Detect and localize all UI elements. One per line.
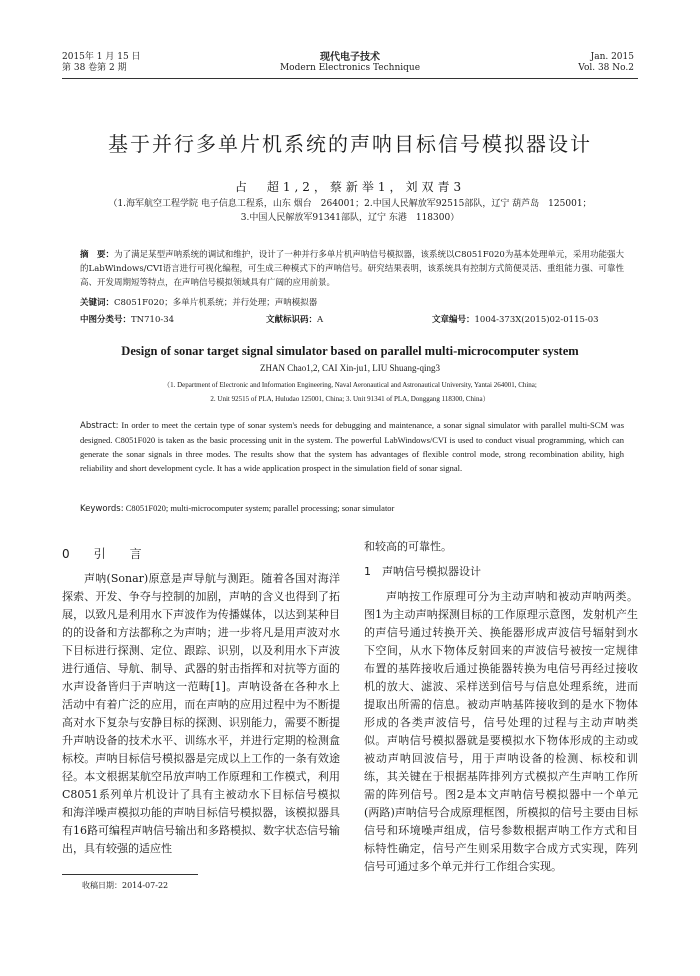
affiliation-en-line-1: （1. Department of Electronic and Information Engineering, Naval Aeronautical and Astronautical University, Yantai 264001, China;	[163, 381, 537, 389]
doc-code-value: A	[317, 315, 324, 325]
paper-title-en: Design of sonar target signal simulator based on parallel multi-microcomputer system	[121, 344, 579, 358]
abstract-cn-label: 摘 要：	[80, 250, 115, 260]
header-date-en: Jan. 2015	[590, 52, 634, 62]
keywords-en-text: C8051F020; multi-microcomputer system; parallel processing; sonar simulator	[125, 503, 395, 513]
journal-name-en: Modern Electronics Technique	[279, 63, 421, 73]
section-1-paragraph: 声呐按工作原理可分为主动声呐和被动声呐两类。图1为主动声呐探测目标的工作原理示意图，发射机产生的声信号通过转换开关、换能器形成声波信号辐射到水下空间，从水下物体反射回来的声波信号被按一定规律布置的基阵接收后通过换能器转换为电信号再经过接收机的放大、滤波、采样送到信号与信息处理系统，进而提取出所需的信息。被动声呐基阵接收到的是水下物体形成的各类声波信号，信号处理的过程与主动声呐类似。声呐信号模拟器就是要模拟水下物体形成的主动或被动声呐回波信号，用于声呐设备的检测、标校和训练，其关键在于根据基阵排列方式模拟产生声呐工作所需的阵列信号。图2是本文声呐信号模拟器中一个单元(两路)声呐信号合成原理框图，所模拟的信号主要由目标信号和环境噪声组成，信号参数根据声呐工作方式和目标特性确定，信号产生则采用数字合成方式实现，阵列信号可通过多个单元并行工作组合实现。	[364, 590, 638, 873]
section-0-paragraph: 声呐(Sonar)原意是声导航与测距。随着各国对海洋探索、开发、争夺与控制的加剧，声呐的含义也得到了拓展，以致凡是利用水下声波作为传播媒体，以达到某种目的的设备和方法都称之为声呐；进一步将凡是用声波对水下目标进行探测、定位、跟踪、识别，以及利用水下声波进行通信、导航、制导、武器的射击指挥和对抗等方面的水声设备皆归于声呐这一范畴[1]。声呐设备在各种水上活动中有着广泛的应用，而在声呐的应用过程中为不断提高对水下复杂与安静目标的探测、识别能力，需要不断提升声呐设备的技术水平、训练水平，并进行定期的检测盒标校。声呐目标信号模拟器是完成以上工作的一条有效途径。本文根据某航空吊放声呐工作原理和工作模式，利用C8051系列单片机设计了具有主被动水下目标信号模拟和海洋噪声模拟功能的声呐目标信号模拟器，该模拟器具有16路可编程声呐信号输出和多路模拟、数字状态信号输出，具有较强的适应性	[62, 572, 340, 855]
article-number	[432, 313, 599, 325]
abstract-cn-text: 为了满足某型声呐系统的调试和维护，设计了一种并行多单片机声呐信号模拟器，该系统以C8051F020为基本处理单元，采用功能强大的LabWindows/CVI语言进行可视化编程，可生成三种模式下的声呐信号。研究结果表明，该系统具有控制方式简便灵活、重组能力强、可靠性高、开发周期短等特点，在声呐信号模拟领域具有广阔的应用前景。	[80, 250, 624, 288]
right-column-continuation: 和较高的可靠性。	[364, 540, 452, 553]
clc-label: 中图分类号：	[80, 315, 132, 325]
header-rule	[62, 78, 638, 79]
clc-value: TN710-34	[131, 315, 175, 325]
keywords-cn	[80, 296, 317, 308]
header-volume-en: Vol. 38 No.2	[578, 63, 634, 73]
journal-name-cn: 现代电子技术	[320, 52, 380, 63]
clc-number	[80, 313, 174, 325]
article-number-value: 1004-373X(2015)02-0115-03	[474, 315, 599, 325]
keywords-en	[80, 503, 394, 514]
authors-en: ZHAN Chao1,2, CAI Xin-ju1, LIU Shuang-qing3	[260, 363, 440, 373]
received-date: 收稿日期：2014-07-22	[82, 881, 169, 890]
header-center	[230, 52, 470, 74]
abstract-cn	[80, 248, 624, 290]
abstract-en-text: In order to meet the certain type of sonar system's needs for debugging and maintenance, a sonar signal simulator with parallel multi-SCM was designed. C8051F020 is taken as the basic processing unit in the system. The powerful LabWindows/CVI is used to conduct visual programming, which can generate the sonar signals in three modes. The results show that the system has advantages of flexible control mode, strong recombination ability, high reliability and short development cycle. It has a wide application prospect in the simulation field of sonar signal.	[80, 420, 624, 473]
article-number-label: 文章编号：	[432, 315, 475, 325]
affiliation-cn-line-2: 3.中国人民解放军91341部队，辽宁 东港 118300）	[240, 213, 460, 223]
section-1-body	[364, 588, 638, 876]
footnote-rule	[62, 874, 198, 875]
paper-title-cn: 基于并行多单片机系统的声呐目标信号模拟器设计	[108, 132, 592, 156]
abstract-en-label: Abstract:	[80, 421, 119, 431]
document-code	[266, 313, 323, 325]
section-1-heading: 1 声呐信号模拟器设计	[364, 565, 481, 578]
abstract-en	[80, 418, 624, 475]
authors-cn: 占 超1,2，蔡新举1，刘双青3	[234, 180, 466, 194]
header-date-cn: 2015年 1 月 15 日	[62, 52, 141, 62]
header-left	[62, 52, 141, 74]
header-volume-cn: 第 38 卷第 2 期	[62, 63, 127, 73]
affiliation-cn-line-1: （1.海军航空工程学院 电子信息工程系，山东 烟台 264001；2.中国人民解放军92515部队，辽宁 葫芦岛 125001；	[108, 199, 592, 209]
doc-code-label: 文献标识码：	[266, 315, 318, 325]
keywords-cn-text: C8051F020；多单片机系统；并行处理；声呐模拟器	[114, 298, 318, 308]
header-right	[578, 52, 634, 74]
section-0-heading: 0 引 言	[62, 547, 148, 561]
keywords-cn-label: 关键词：	[80, 298, 115, 308]
keywords-en-label: Keywords:	[80, 504, 124, 514]
section-0-body	[62, 570, 340, 858]
affiliation-en-line-2: 2. Unit 92515 of PLA, Huludao 125001, China; 3. Unit 91341 of PLA, Donggang 118300, China）	[210, 395, 490, 403]
